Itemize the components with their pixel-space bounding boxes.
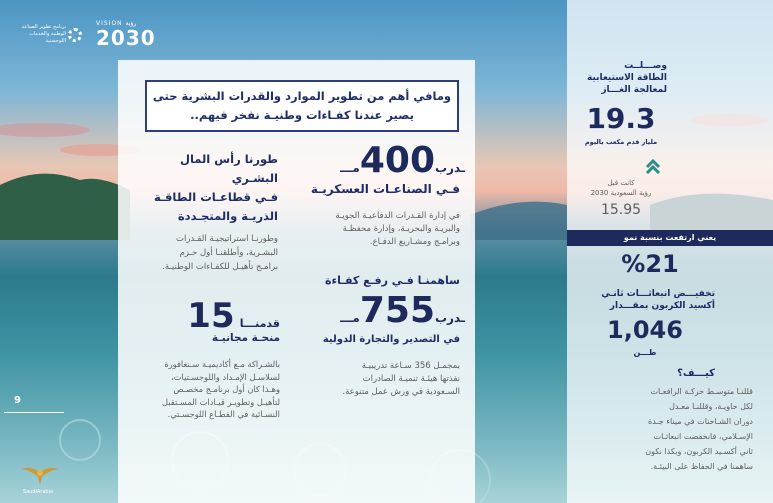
human-capital-title [130, 150, 278, 226]
emissions-h1: تخفيـــض انبعاثـــات ثانـي [601, 289, 715, 299]
how-body-4: الإسـلامي، فانخفضت انبعاثـات [653, 432, 753, 441]
gas-before-value: 15.95 [600, 202, 642, 218]
how-heading: كيـــف؟ [677, 368, 715, 379]
stat-755-title: في التصدير والتجارة الدولية [322, 334, 460, 345]
human-capital-body-3: برامـج تأهيـل للكفـاءات الوطنيـة. [162, 262, 278, 272]
stat-755-prefix: مـــ [340, 311, 360, 325]
human-capital-body [130, 232, 278, 274]
growth-band: يعني ارتفعت بنسبة نمو [567, 230, 773, 246]
gas-before-2: رؤية السعودية 2030 [590, 189, 652, 197]
emissions-unit: طـــن [633, 348, 657, 357]
emissions-h2: أكسيد الكربون بمقـــدار [609, 301, 715, 311]
stat-400-body-3: وبرامـج ومشـاريع الدفـاع. [369, 237, 460, 247]
stat-400-prefix: مـــ [340, 161, 360, 175]
stat-400-body-1: في إدارة القـدرات الدفاعيـة الجويـة [335, 211, 460, 221]
vision-year: 2030 [96, 26, 156, 50]
stat-15-heading [130, 296, 280, 336]
stat-755-body-2: نفذتها هيئـة تنميـة الصادرات [362, 374, 460, 384]
stat-755-body-3: السـعودية في ورش عمل متنوعة. [342, 387, 460, 397]
how-body-1: قللنـا متوسـط حركـة الرافعـات [650, 387, 753, 396]
stat-15-prefix: قدمنـــا [239, 317, 280, 330]
gas-capacity-h2: الطاقة الاستيعابية [586, 73, 667, 83]
vision-label: VISION رؤية [96, 20, 137, 27]
vision-2030-logo [96, 20, 156, 50]
gas-capacity-h1: وصـــلــت [624, 61, 667, 71]
chevron-up-icon [645, 158, 661, 174]
emissions-value: 1,046 [607, 316, 683, 344]
stat-15-body-1: بالشـراكة مـع أكاديميـة سـنغافورة [164, 359, 280, 369]
stat-15-body-4: لتأهيـل وتطويـر قيـادات المسـتقبل [162, 396, 280, 407]
stat-755-intro: ساهمنـا فـي رفـع كفـاءة [324, 274, 460, 287]
stat-15-body-2: لسلاسـل الإمـداد واللوجسـتيات، [171, 371, 280, 382]
stat-755-body [290, 360, 460, 399]
stat-755-suffix: ـدرب [435, 311, 465, 325]
stat-15-number: 15 [187, 296, 235, 336]
banner-line-1: ومافي أهم من تطوير الموارد والقدرات البشرية حتى [152, 89, 452, 103]
stat-400-heading [290, 140, 465, 182]
how-body-6: ساهمنا في الحفاظ على البيئـة. [650, 462, 753, 471]
stat-15-body-5: النسـائية في القطـاع اللوجسـتي. [167, 409, 280, 419]
stat-755-number: 755 [359, 290, 435, 331]
human-capital-title-1: طورنا رأس المال البشـري [179, 152, 278, 185]
stat-400-body-2: والبريـة والبحريـة، وإدارة محفظـة [342, 224, 460, 234]
stat-400-number: 400 [359, 140, 435, 181]
human-capital-title-3: الذريـة والمتجـددة [177, 209, 278, 223]
human-capital-title-2: فـي قطاعـات الطاقـة [153, 190, 278, 204]
gas-capacity-heading [575, 60, 667, 96]
how-body-2: لكل حاويـة، وقللنـا معـدل [669, 402, 753, 411]
how-body-3: دوران الشـاحنات في ميناء جـدة [648, 417, 753, 426]
page-divider [4, 412, 64, 413]
banner-line-2: يصير عندنا كفـاءات وطنيـة نفخر فيهم.. [190, 108, 414, 122]
gas-capacity-unit: مليار قدم مكعب باليوم [584, 138, 658, 146]
headline-banner [145, 80, 459, 132]
stat-15-subtitle: منحـة مجانيـة [211, 332, 280, 344]
human-capital-body-2: البشـرية، وأطلقنـا أول حـزم [179, 248, 278, 258]
how-body-5: ثاني أكسـيد الكربون، وبكذا نكون [645, 447, 753, 456]
human-capital-body-1: وطورنـا استراتيجيـة القـدرات [175, 234, 278, 244]
growth-value: %21 [621, 250, 679, 278]
program-logo-text: برنامج تطوير الصناعة الوطنية والخدمات اللوجستية [21, 24, 66, 44]
stat-755-body-1: بمجمـل 356 سـاعة تدريبيـة [361, 361, 460, 371]
watermark-label: SaudiArabia [22, 489, 54, 495]
gear-logo-icon [68, 28, 82, 42]
stat-15-body-3: وهـذا كان أول برنامـج مخصـص [173, 384, 280, 394]
gas-capacity-value: 19.3 [586, 102, 656, 135]
how-body [575, 384, 753, 474]
gas-capacity-h3: لمعالجة الغـــاز [601, 85, 667, 95]
stat-400-title: فـي الصناعـات العسكريـة [310, 182, 460, 196]
stat-755-heading [290, 290, 465, 332]
gas-before-label [575, 178, 667, 198]
stat-400-suffix: ـدرب [435, 161, 465, 175]
stat-400-body [290, 210, 460, 249]
stat-15-body [130, 358, 280, 421]
gas-before-1: كانت قبل [607, 179, 635, 187]
page-number: 9 [14, 395, 21, 406]
emissions-heading [575, 288, 715, 312]
